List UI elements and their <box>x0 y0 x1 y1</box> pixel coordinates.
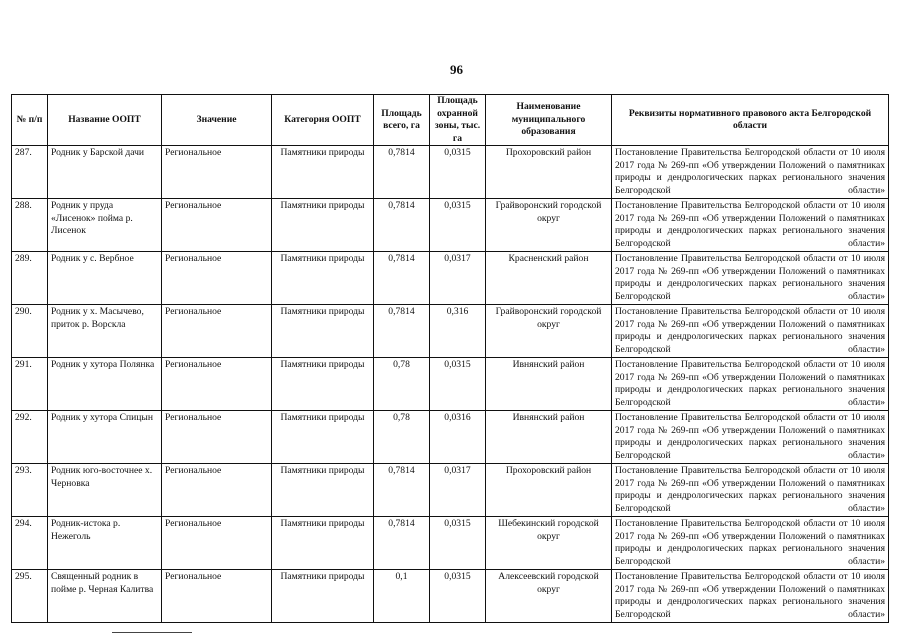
area-total-cell: 0,78 <box>374 358 430 411</box>
row-number-cell: 295. <box>12 570 48 623</box>
buffer-area-cell: 0,0315 <box>430 570 486 623</box>
category-cell: Памятники природы <box>272 146 374 199</box>
legal-act-cell: Постановление Правительства Белгородской области от 10 июля 2017 года № 269-пп «Об утверждении Положений о памятниках природы и дендрологических парках регионального значения Белгородской области» <box>612 252 889 305</box>
area-total-cell: 0,78 <box>374 411 430 464</box>
area-name-cell: Родник у хутора Полянка <box>48 358 162 411</box>
buffer-area-cell: 0,0315 <box>430 358 486 411</box>
legal-act-cell: Постановление Правительства Белгородской области от 10 июля 2017 года № 269-пп «Об утверждении Положений о памятниках природы и дендрологических парках регионального значения Белгородской области» <box>612 464 889 517</box>
category-cell: Памятники природы <box>272 199 374 252</box>
significance-cell: Региональное <box>162 358 272 411</box>
area-total-cell: 0,7814 <box>374 252 430 305</box>
column-header: Наименование муниципального образования <box>486 95 612 146</box>
municipality-cell: Ивнянский район <box>486 358 612 411</box>
table-row <box>12 570 889 623</box>
protected-areas-table <box>11 94 889 623</box>
area-total-cell: 0,7814 <box>374 146 430 199</box>
municipality-cell: Прохоровский район <box>486 146 612 199</box>
row-number-cell: 294. <box>12 517 48 570</box>
significance-cell: Региональное <box>162 570 272 623</box>
area-name-cell: Родник-истока р. Нежеголь <box>48 517 162 570</box>
municipality-cell: Грайворонский городской округ <box>486 305 612 358</box>
legal-act-cell: Постановление Правительства Белгородской области от 10 июля 2017 года № 269-пп «Об утверждении Положений о памятниках природы и дендрологических парках регионального значения Белгородской области» <box>612 517 889 570</box>
category-cell: Памятники природы <box>272 411 374 464</box>
area-name-cell: Священный родник в пойме р. Черная Калитва <box>48 570 162 623</box>
footer-rule <box>112 632 192 633</box>
category-cell: Памятники природы <box>272 570 374 623</box>
municipality-cell: Красненский район <box>486 252 612 305</box>
significance-cell: Региональное <box>162 199 272 252</box>
category-cell: Памятники природы <box>272 358 374 411</box>
area-name-cell: Родник у Барской дачи <box>48 146 162 199</box>
table-row <box>12 517 889 570</box>
table-row <box>12 358 889 411</box>
buffer-area-cell: 0,0316 <box>430 411 486 464</box>
legal-act-cell: Постановление Правительства Белгородской области от 10 июля 2017 года № 269-пп «Об утверждении Положений о памятниках природы и дендрологических парках регионального значения Белгородской области» <box>612 358 889 411</box>
significance-cell: Региональное <box>162 517 272 570</box>
row-number-cell: 292. <box>12 411 48 464</box>
table-row <box>12 464 889 517</box>
row-number-cell: 288. <box>12 199 48 252</box>
legal-act-cell: Постановление Правительства Белгородской области от 10 июля 2017 года № 269-пп «Об утверждении Положений о памятниках природы и дендрологических парках регионального значения Белгородской области» <box>612 411 889 464</box>
buffer-area-cell: 0,0315 <box>430 517 486 570</box>
category-cell: Памятники природы <box>272 464 374 517</box>
buffer-area-cell: 0,0317 <box>430 464 486 517</box>
buffer-area-cell: 0,0315 <box>430 199 486 252</box>
legal-act-cell: Постановление Правительства Белгородской области от 10 июля 2017 года № 269-пп «Об утверждении Положений о памятниках природы и дендрологических парках регионального значения Белгородской области» <box>612 570 889 623</box>
area-name-cell: Родник у хутора Спицын <box>48 411 162 464</box>
area-total-cell: 0,7814 <box>374 199 430 252</box>
column-header: Значение <box>162 95 272 146</box>
buffer-area-cell: 0,316 <box>430 305 486 358</box>
table-row <box>12 252 889 305</box>
area-name-cell: Родник у с. Вербное <box>48 252 162 305</box>
significance-cell: Региональное <box>162 252 272 305</box>
table-row <box>12 199 889 252</box>
category-cell: Памятники природы <box>272 252 374 305</box>
municipality-cell: Ивнянский район <box>486 411 612 464</box>
table-body <box>12 146 889 623</box>
column-header: Реквизиты нормативного правового акта Белгородской области <box>612 95 889 146</box>
category-cell: Памятники природы <box>272 517 374 570</box>
area-total-cell: 0,7814 <box>374 464 430 517</box>
significance-cell: Региональное <box>162 411 272 464</box>
row-number-cell: 289. <box>12 252 48 305</box>
row-number-cell: 291. <box>12 358 48 411</box>
area-total-cell: 0,7814 <box>374 517 430 570</box>
area-total-cell: 0,1 <box>374 570 430 623</box>
legal-act-cell: Постановление Правительства Белгородской области от 10 июля 2017 года № 269-пп «Об утверждении Положений о памятниках природы и дендрологических парках регионального значения Белгородской области» <box>612 146 889 199</box>
table-header <box>12 95 889 146</box>
column-header: Площадь охранной зоны, тыс. га <box>430 95 486 146</box>
table-row <box>12 411 889 464</box>
significance-cell: Региональное <box>162 305 272 358</box>
significance-cell: Региональное <box>162 146 272 199</box>
table-row <box>12 146 889 199</box>
area-name-cell: Родник у пруда «Лисенок» пойма р. Лисенок <box>48 199 162 252</box>
column-header: Площадь всего, га <box>374 95 430 146</box>
buffer-area-cell: 0,0317 <box>430 252 486 305</box>
category-cell: Памятники природы <box>272 305 374 358</box>
area-name-cell: Родник юго-восточнее х. Черновка <box>48 464 162 517</box>
area-name-cell: Родник у х. Масычево, приток р. Ворскла <box>48 305 162 358</box>
column-header: Категория ООПТ <box>272 95 374 146</box>
legal-act-cell: Постановление Правительства Белгородской области от 10 июля 2017 года № 269-пп «Об утверждении Положений о памятниках природы и дендрологических парках регионального значения Белгородской области» <box>612 305 889 358</box>
page-number: 96 <box>450 62 463 77</box>
legal-act-cell: Постановление Правительства Белгородской области от 10 июля 2017 года № 269-пп «Об утверждении Положений о памятниках природы и дендрологических парках регионального значения Белгородской области» <box>612 199 889 252</box>
column-header: № п/п <box>12 95 48 146</box>
row-number-cell: 287. <box>12 146 48 199</box>
municipality-cell: Прохоровский район <box>486 464 612 517</box>
significance-cell: Региональное <box>162 464 272 517</box>
column-header: Название ООПТ <box>48 95 162 146</box>
municipality-cell: Алексеевский городской округ <box>486 570 612 623</box>
row-number-cell: 293. <box>12 464 48 517</box>
row-number-cell: 290. <box>12 305 48 358</box>
municipality-cell: Грайворонский городской округ <box>486 199 612 252</box>
buffer-area-cell: 0,0315 <box>430 146 486 199</box>
table-row <box>12 305 889 358</box>
area-total-cell: 0,7814 <box>374 305 430 358</box>
municipality-cell: Шебекинский городской округ <box>486 517 612 570</box>
